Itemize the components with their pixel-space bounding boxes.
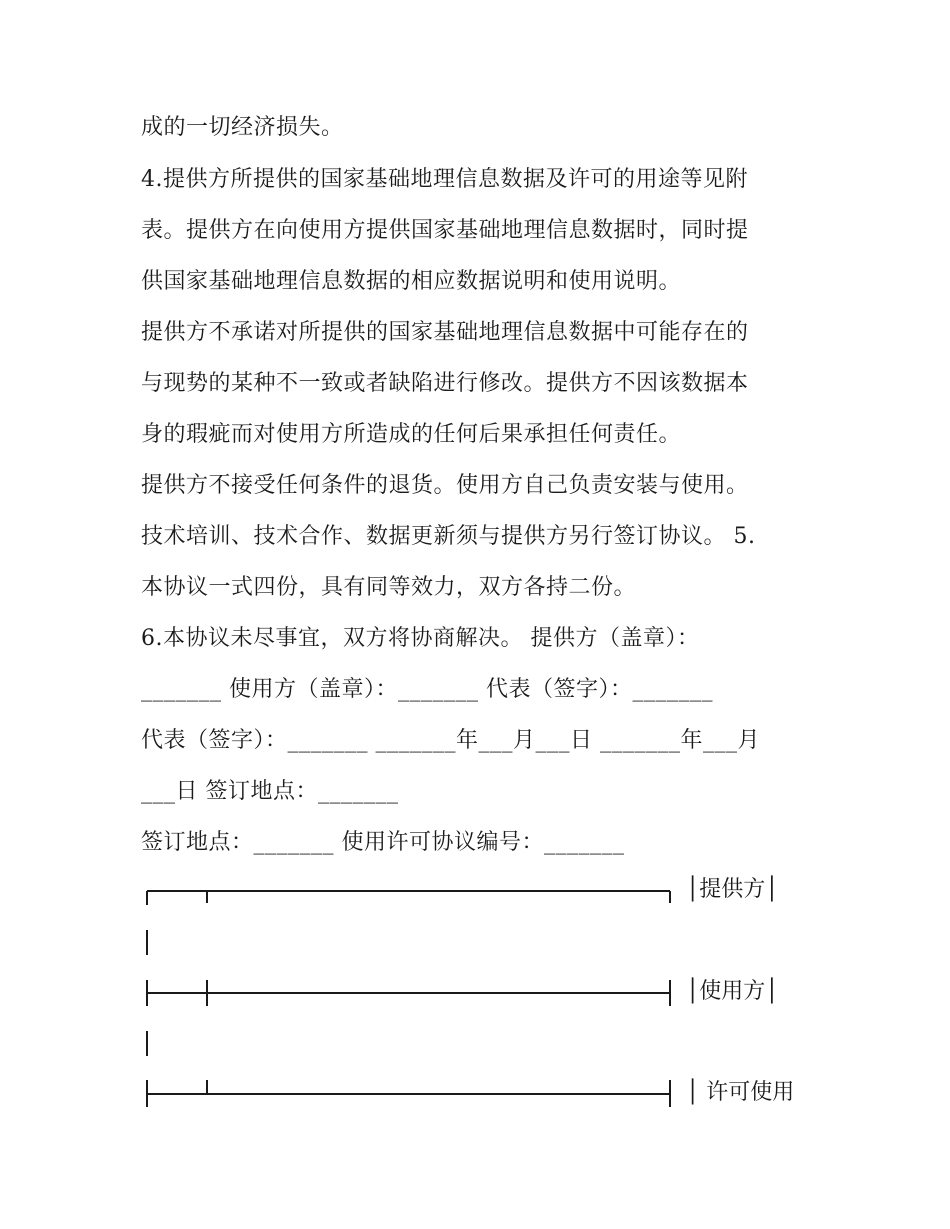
text-line-5: 提供方不承诺对所提供的国家基础地理信息数据中可能存在的: [141, 320, 749, 345]
text-line-1: 成的一切经济损失。: [141, 115, 344, 140]
text-line-3: 表。提供方在向使用方提供国家基础地理信息数据时，同时提: [141, 218, 749, 243]
text-line-10: 本协议一式四份，具有同等效力，双方各持二份。: [141, 575, 637, 600]
text-line-4: 供国家基础地理信息数据的相应数据说明和使用说明。: [141, 269, 682, 294]
text-line-6: 与现势的某种不一致或者缺陷进行修改。提供方不因该数据本: [141, 371, 749, 396]
text-line-8: 提供方不接受任何条件的退货。使用方自己负责安装与使用。: [141, 473, 749, 498]
text-line-12: _______ 使用方（盖章）：_______ 代表（签字）：_______: [141, 677, 713, 702]
table-row-label-user: │使用方│: [686, 979, 779, 1004]
text-line-14: ___日 签订地点：_______: [141, 779, 399, 804]
text-line-15: 签订地点：_______ 使用许可协议编号：_______: [141, 830, 625, 855]
text-line-13: 代表（签字）：_______ _______年___月___日 _______年___月: [141, 728, 760, 753]
text-line-2: 4.提供方所提供的国家基础地理信息数据及许可的用途等见附: [141, 167, 748, 192]
text-line-7: 身的瑕疵而对使用方所造成的任何后果承担任何责任。: [141, 422, 682, 447]
text-line-11: 6.本协议未尽事宜，双方将协商解决。 提供方（盖章）：: [141, 626, 700, 651]
text-line-9: 技术培训、技术合作、数据更新须与提供方另行签订协议。 5.: [141, 524, 756, 549]
table-row-label-license: │ 许可使用: [686, 1080, 795, 1105]
table-row-label-provider: │提供方│: [686, 877, 779, 902]
